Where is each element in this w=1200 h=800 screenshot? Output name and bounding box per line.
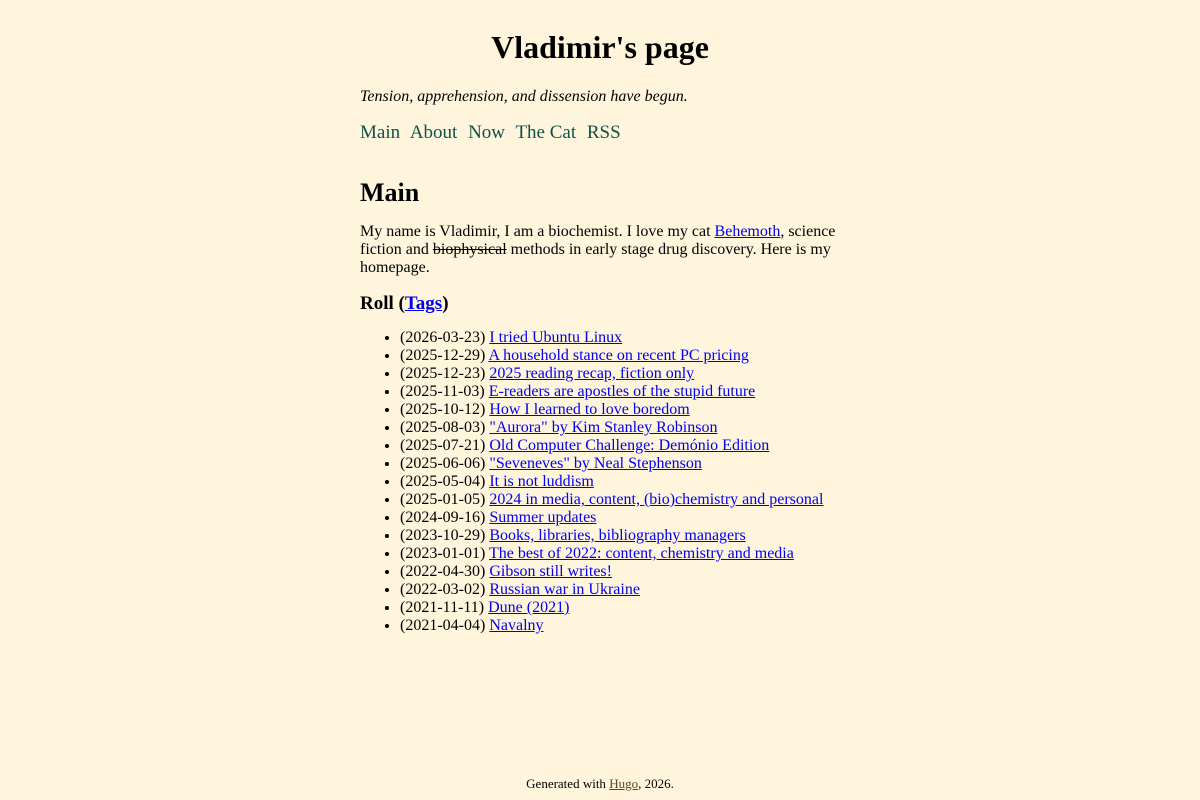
post-list-item (400, 455, 840, 473)
post-list-item (400, 401, 840, 419)
post-date: (2024-09-16) (400, 509, 486, 526)
intro-text-2: , science fiction and (360, 223, 836, 258)
post-link[interactable]: "Aurora" by Kim Stanley Robinson (489, 419, 718, 436)
post-list-item (400, 545, 840, 563)
section-heading: Main (360, 178, 420, 207)
post-list-item (400, 509, 840, 527)
post-list-item (400, 329, 840, 347)
post-list-item (400, 617, 840, 635)
post-date: (2023-10-29) (400, 527, 486, 544)
nav-item-main[interactable]: Main (360, 122, 401, 143)
post-link[interactable]: "Seveneves" by Neal Stephenson (489, 455, 702, 472)
hugo-link[interactable]: Hugo (609, 776, 639, 791)
post-list-item (400, 473, 840, 491)
post-list-item (400, 437, 840, 455)
struck-word: biophysical (432, 241, 507, 258)
post-link[interactable]: Russian war in Ukraine (489, 581, 640, 598)
post-link[interactable]: Gibson still writes! (489, 563, 612, 580)
site-footer (0, 776, 1200, 792)
main-nav (360, 122, 840, 144)
post-list-item (400, 419, 840, 437)
post-link[interactable]: Old Computer Challenge: Demónio Edition (489, 437, 770, 454)
nav-item-about[interactable]: About (409, 122, 458, 143)
post-date: (2025-08-03) (400, 419, 486, 436)
post-list-item (400, 563, 840, 581)
post-list-item (400, 599, 840, 617)
post-date: (2021-04-04) (400, 617, 486, 634)
post-date: (2025-07-21) (400, 437, 486, 454)
page-container (360, 0, 840, 635)
post-date: (2025-06-06) (400, 455, 486, 472)
post-date: (2025-12-23) (400, 365, 486, 382)
post-link[interactable]: The best of 2022: content, chemistry and media (489, 545, 794, 562)
site-tagline: Tension, apprehension, and dissension have begun. (360, 88, 688, 105)
nav-item-rss[interactable]: RSS (586, 122, 621, 143)
intro-paragraph (360, 223, 840, 277)
post-link[interactable]: Dune (2021) (488, 599, 570, 616)
post-list-item (400, 383, 840, 401)
nav-item-the-cat[interactable]: The Cat (515, 122, 577, 143)
cat-link[interactable]: Behemoth (714, 223, 781, 240)
post-date: (2025-05-04) (400, 473, 486, 490)
post-list-item (400, 491, 840, 509)
intro-text-1: My name is Vladimir, I am a biochemist. I love my cat (360, 223, 715, 240)
nav-item-now[interactable]: Now (468, 122, 506, 143)
post-link[interactable]: 2024 in media, content, (bio)chemistry and personal (489, 491, 824, 508)
roll-suffix: ) (442, 293, 449, 314)
tags-link[interactable]: Tags (404, 293, 443, 314)
post-link[interactable]: E-readers are apostles of the stupid future (488, 383, 756, 400)
post-link[interactable]: I tried Ubuntu Linux (489, 329, 623, 346)
roll-heading (360, 293, 840, 315)
post-date: (2025-01-05) (400, 491, 486, 508)
post-list-item (400, 581, 840, 599)
post-link[interactable]: It is not luddism (489, 473, 594, 490)
post-date: (2025-10-12) (400, 401, 486, 418)
post-list (360, 329, 840, 635)
post-date: (2025-12-29) (400, 347, 486, 364)
post-list-item (400, 347, 840, 365)
intro-text-3: methods in early stage drug discovery. Here is my homepage. (360, 241, 831, 276)
post-link[interactable]: Navalny (489, 617, 544, 634)
post-link[interactable]: Summer updates (489, 509, 597, 526)
post-date: (2023-01-01) (400, 545, 486, 562)
post-date: (2021-11-11) (400, 599, 485, 616)
post-link[interactable]: How I learned to love boredom (489, 401, 690, 418)
post-list-item (400, 527, 840, 545)
post-date: (2026-03-23) (400, 329, 486, 346)
site-title: Vladimir's page (491, 29, 709, 65)
post-link[interactable]: Books, libraries, bibliography managers (489, 527, 746, 544)
post-list-item (400, 365, 840, 383)
footer-prefix: Generated with (526, 776, 610, 791)
post-date: (2025-11-03) (400, 383, 485, 400)
post-date: (2022-03-02) (400, 581, 486, 598)
roll-prefix: Roll ( (360, 293, 405, 314)
post-date: (2022-04-30) (400, 563, 486, 580)
post-link[interactable]: A household stance on recent PC pricing (488, 347, 749, 364)
footer-suffix: , 2026. (638, 776, 674, 791)
post-link[interactable]: 2025 reading recap, fiction only (489, 365, 695, 382)
